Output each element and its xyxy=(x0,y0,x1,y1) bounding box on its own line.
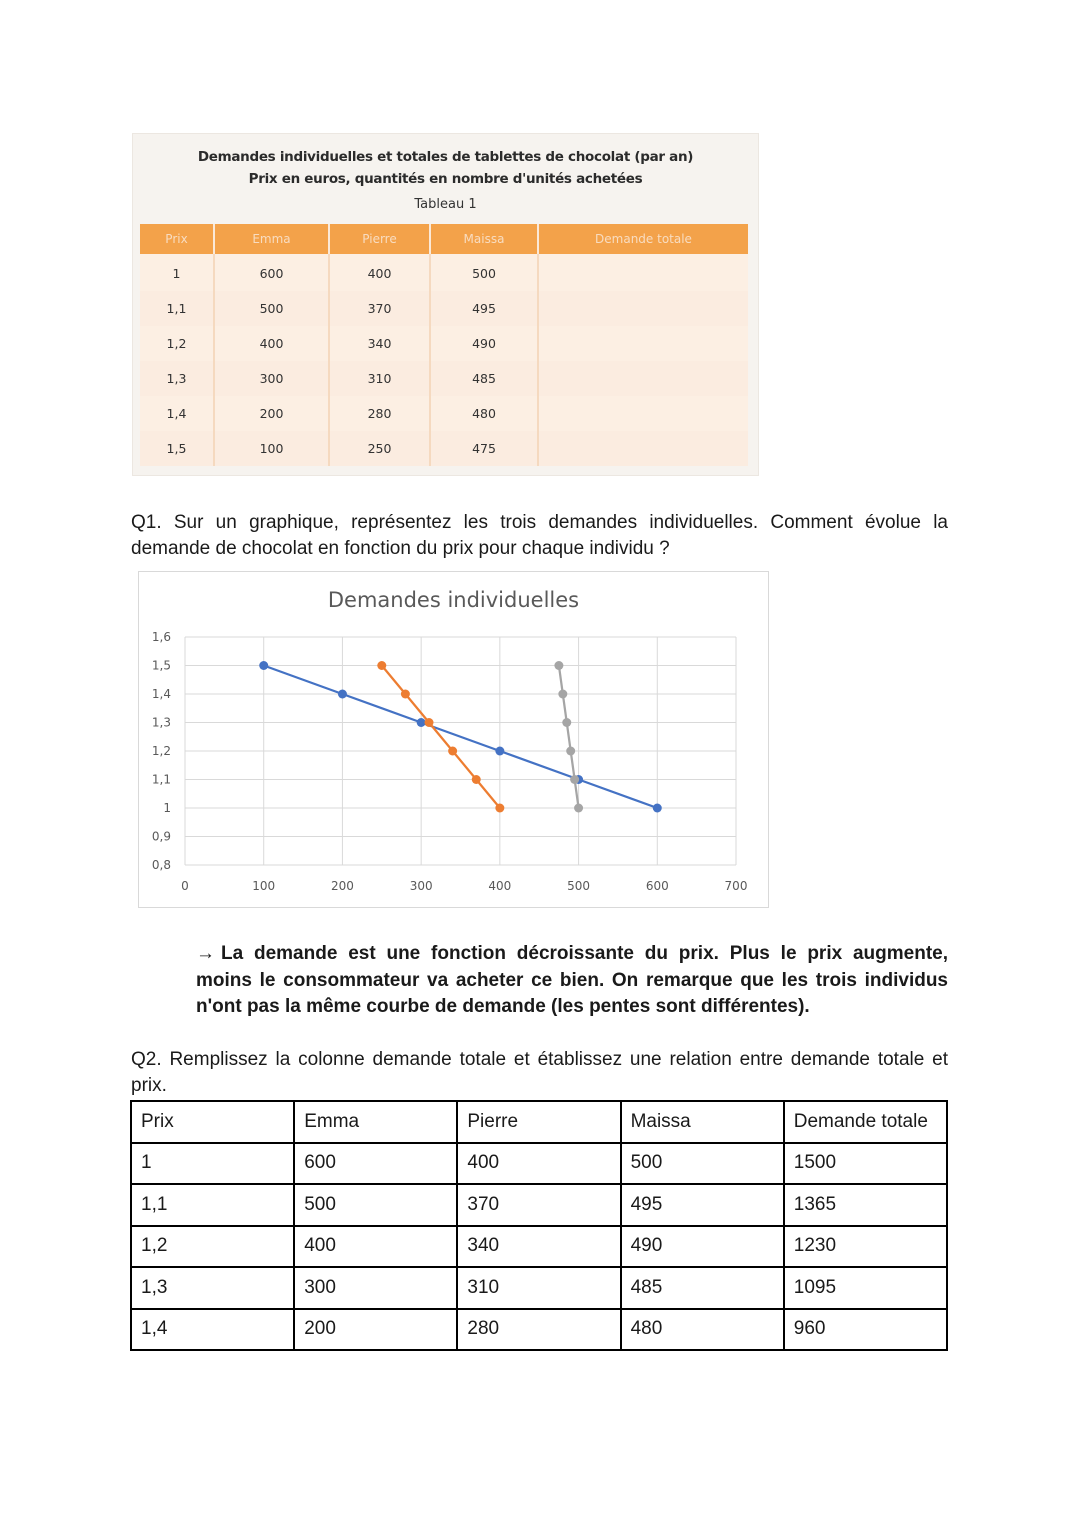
chart-title: Demandes individuelles xyxy=(327,588,580,612)
scanned-table-image xyxy=(132,133,759,476)
table-cell: 370 xyxy=(329,291,430,326)
x-tick-label: 300 xyxy=(409,879,433,893)
table-row xyxy=(131,1309,947,1351)
table-row xyxy=(140,254,748,291)
table-row xyxy=(140,431,748,466)
table-row xyxy=(140,326,748,361)
table-row xyxy=(131,1184,947,1226)
series-line-pierre xyxy=(382,666,500,809)
y-tick-label: 0,9 xyxy=(151,829,171,844)
data-point-pierre xyxy=(377,661,386,670)
table-cell: 1,1 xyxy=(131,1184,294,1226)
table-cell: 300 xyxy=(214,361,329,396)
data-point-emma xyxy=(417,718,426,727)
table-row xyxy=(140,396,748,431)
table-cell: 400 xyxy=(214,326,329,361)
scan-header-cell: Maissa xyxy=(430,224,538,254)
header-cell: Pierre xyxy=(457,1101,620,1143)
table-cell: 480 xyxy=(430,396,538,431)
header-cell: Prix xyxy=(131,1101,294,1143)
data-point-maissa xyxy=(574,804,583,813)
data-point-maissa xyxy=(566,747,575,756)
x-tick-label: 0 xyxy=(181,879,189,893)
table-cell: 1,3 xyxy=(140,361,214,396)
x-tick-label: 600 xyxy=(645,879,669,893)
table-cell: 300 xyxy=(294,1267,457,1309)
data-point-maissa xyxy=(570,775,579,784)
data-point-emma xyxy=(653,804,662,813)
y-tick-label: 1,5 xyxy=(151,658,171,673)
table-cell: 200 xyxy=(214,396,329,431)
table-cell: 960 xyxy=(784,1309,947,1351)
table-cell xyxy=(538,361,748,396)
table-cell: 250 xyxy=(329,431,430,466)
table-row xyxy=(131,1226,947,1268)
table-cell: 490 xyxy=(430,326,538,361)
y-tick-label: 1,1 xyxy=(151,772,171,787)
table-cell: 1230 xyxy=(784,1226,947,1268)
table-cell: 500 xyxy=(621,1143,784,1185)
total-demand-table xyxy=(130,1100,948,1351)
data-point-pierre xyxy=(495,804,504,813)
table-cell: 310 xyxy=(457,1267,620,1309)
scan-subtitle: Tableau 1 xyxy=(414,197,477,212)
data-point-emma xyxy=(495,747,504,756)
data-point-maissa xyxy=(554,661,563,670)
table-cell: 280 xyxy=(457,1309,620,1351)
table-cell: 310 xyxy=(329,361,430,396)
scan-title: Demandes individuelles et totales de tablettes de chocolat (par an) xyxy=(197,149,694,165)
table-cell: 340 xyxy=(329,326,430,361)
y-tick-label: 0,8 xyxy=(151,858,171,872)
table-cell: 1,2 xyxy=(131,1226,294,1268)
table-cell: 475 xyxy=(430,431,538,466)
table-row xyxy=(131,1143,947,1185)
data-point-pierre xyxy=(425,718,434,727)
table-cell xyxy=(538,326,748,361)
table-cell xyxy=(538,396,748,431)
chart-canvas xyxy=(139,572,768,907)
question-2: Q2. Remplissez la colonne demande totale et établissez une relation entre demande totale et prix. xyxy=(131,1049,948,1096)
data-point-pierre xyxy=(401,690,410,699)
y-tick-label: 1,2 xyxy=(151,744,171,758)
data-point-maissa xyxy=(562,718,571,727)
x-tick-label: 200 xyxy=(330,879,354,893)
header-cell: Maissa xyxy=(621,1101,784,1143)
data-point-pierre xyxy=(448,747,457,756)
header-cell: Emma xyxy=(294,1101,457,1143)
table-cell: 480 xyxy=(621,1309,784,1351)
data-point-maissa xyxy=(558,690,567,699)
table-cell: 370 xyxy=(457,1184,620,1226)
question-1: Q1. Sur un graphique, représentez les trois demandes individuelles. Comment évolue la demande de chocolat en fonction du prix pour chaque individu ? xyxy=(131,512,948,559)
data-point-emma xyxy=(338,690,347,699)
x-tick-label: 500 xyxy=(567,879,591,893)
table-cell: 1,1 xyxy=(140,291,214,326)
table-cell: 1,3 xyxy=(131,1267,294,1309)
table-cell: 495 xyxy=(430,291,538,326)
y-tick-label: 1,4 xyxy=(151,687,171,701)
table-cell: 340 xyxy=(457,1226,620,1268)
table-cell: 280 xyxy=(329,396,430,431)
table-cell: 1 xyxy=(140,254,214,291)
scan-table xyxy=(140,224,748,466)
x-tick-label: 700 xyxy=(724,879,748,893)
y-tick-label: 1,6 xyxy=(151,630,171,644)
table-header-row xyxy=(131,1101,947,1143)
table-row xyxy=(131,1267,947,1309)
scan-header-cell: Pierre xyxy=(329,224,430,254)
data-point-pierre xyxy=(472,775,481,784)
table-cell: 1 xyxy=(131,1143,294,1185)
answer-text: La demande est une fonction décroissante du prix. Plus le prix augmente, moins le consommateur va acheter ce bien. On remarque que les trois individus n'ont pas la même courbe de demande (les pentes sont différentes). xyxy=(196,943,948,1017)
table-cell xyxy=(538,431,748,466)
header-cell: Demande totale xyxy=(784,1101,947,1143)
x-tick-label: 400 xyxy=(488,879,512,893)
series-line-maissa xyxy=(559,666,579,809)
table-cell: 600 xyxy=(294,1143,457,1185)
scan-title-units: Prix en euros, quantités en nombre d'unités achetées xyxy=(248,171,643,187)
y-tick-label: 1,3 xyxy=(151,715,171,730)
table-cell xyxy=(538,291,748,326)
x-tick-label: 100 xyxy=(252,879,276,893)
table-cell: 500 xyxy=(294,1184,457,1226)
table-cell xyxy=(538,254,748,291)
table-cell: 500 xyxy=(430,254,538,291)
table-cell: 500 xyxy=(214,291,329,326)
table-cell: 100 xyxy=(214,431,329,466)
table-cell: 400 xyxy=(329,254,430,291)
table-row xyxy=(140,361,748,396)
scan-header-cell: Demande totale xyxy=(538,224,748,254)
table-cell: 600 xyxy=(214,254,329,291)
scan-header-cell: Prix xyxy=(140,224,214,254)
table-cell: 490 xyxy=(621,1226,784,1268)
table-cell: 485 xyxy=(621,1267,784,1309)
table-cell: 1500 xyxy=(784,1143,947,1185)
scan-table-header xyxy=(140,224,748,254)
table-row xyxy=(140,291,748,326)
arrow-icon: → xyxy=(196,943,215,964)
table-cell: 1,4 xyxy=(140,396,214,431)
answer-1 xyxy=(196,941,948,1021)
series-line-emma xyxy=(264,666,658,809)
scan-header-cell: Emma xyxy=(214,224,329,254)
table-cell: 1,5 xyxy=(140,431,214,466)
table-cell: 485 xyxy=(430,361,538,396)
table-cell: 1365 xyxy=(784,1184,947,1226)
table-cell: 1,2 xyxy=(140,326,214,361)
table-cell: 1,4 xyxy=(131,1309,294,1351)
table-cell: 400 xyxy=(294,1226,457,1268)
y-tick-label: 1 xyxy=(163,801,171,815)
table-cell: 1095 xyxy=(784,1267,947,1309)
table-cell: 495 xyxy=(621,1184,784,1226)
table-cell: 200 xyxy=(294,1309,457,1351)
demand-chart xyxy=(138,571,769,908)
table-cell: 400 xyxy=(457,1143,620,1185)
data-point-emma xyxy=(259,661,268,670)
